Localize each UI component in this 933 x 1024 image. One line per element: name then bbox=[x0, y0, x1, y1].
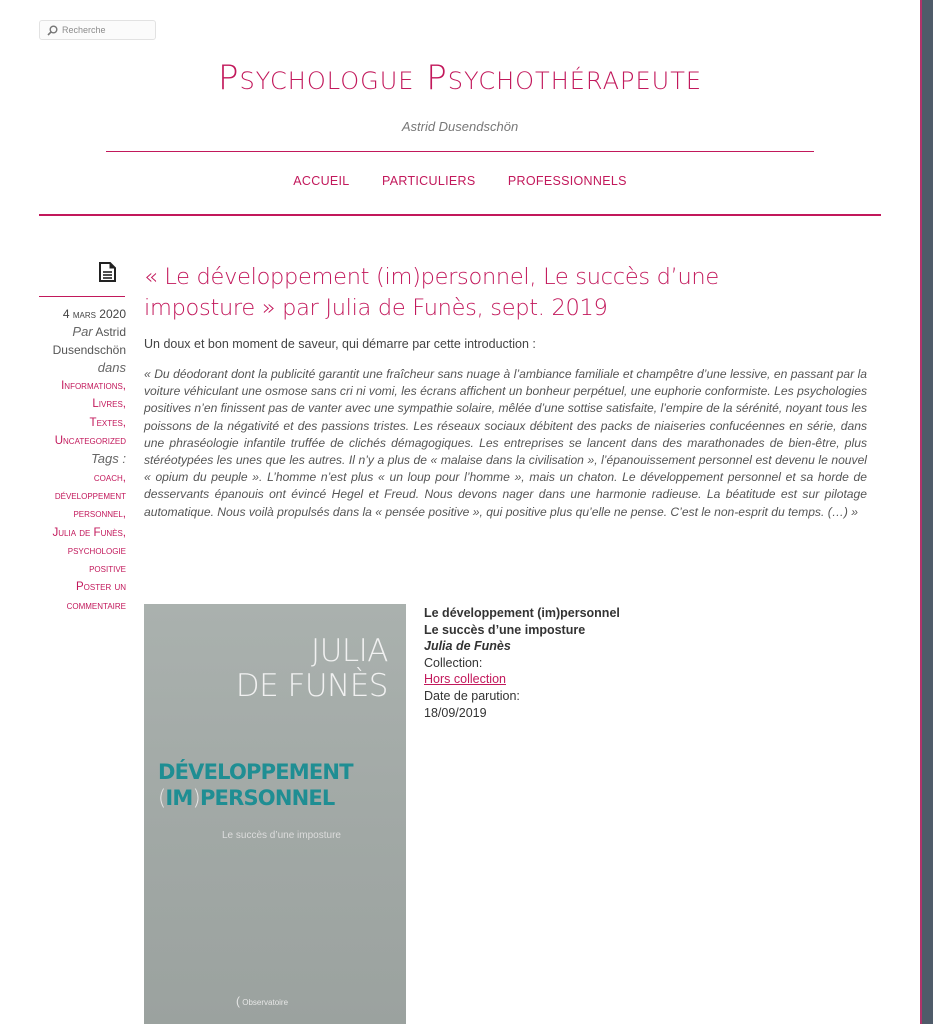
header-divider bbox=[106, 151, 814, 152]
book-title-line1: Le développement (im)personnel bbox=[424, 606, 620, 620]
release-date-label: Date de parution: bbox=[424, 688, 520, 703]
nav-item-accueil[interactable]: ACCUEIL bbox=[293, 174, 350, 188]
category-link[interactable]: Uncategorized bbox=[54, 435, 126, 448]
category-link[interactable]: Livres, bbox=[92, 398, 126, 411]
cover-title: DÉVELOPPEMENT (IM)PERSONNEL bbox=[158, 760, 353, 810]
tag-link[interactable]: psychologie positive bbox=[67, 544, 126, 576]
book-title-line2: Le succès d’une imposture bbox=[424, 622, 586, 637]
tag-link[interactable]: Julia de Funès, bbox=[52, 526, 126, 539]
category-link[interactable]: Informations, bbox=[61, 380, 126, 393]
search-icon bbox=[47, 25, 58, 36]
book-author: Julia de Funès bbox=[424, 639, 511, 654]
in-label: dans bbox=[97, 359, 126, 375]
nav-divider bbox=[39, 214, 881, 216]
comment-link[interactable]: Poster un commentaire bbox=[66, 581, 126, 612]
collection-link[interactable]: Hors collection bbox=[424, 672, 506, 687]
collection-label: Collection: bbox=[424, 655, 483, 670]
tag-link[interactable]: coach, bbox=[93, 471, 126, 484]
post-title[interactable]: « Le développement (im)personnel, Le succès d’une imposture » par Julia de Funès, sept. 2019 bbox=[144, 264, 719, 321]
meta-divider bbox=[39, 296, 125, 297]
by-label: Par bbox=[72, 324, 93, 340]
release-date-value: 18/09/2019 bbox=[424, 705, 487, 720]
post-meta bbox=[28, 306, 126, 615]
cover-publisher-logo: ( Observatoire bbox=[236, 994, 289, 1008]
book-info bbox=[424, 605, 620, 721]
post-quote: « Du déodorant dont la publicité garantit une fraîcheur sans nuage à l’ambiance familiale et champêtre d’une lessive, en passant par la voiture véhiculant une osmose sans cri ni vomi, les écrans affichent un bonheur perpétuel, une euphorie conformiste. Les psychologies positives n’en finissent pas de vanter avec une sympathie solaire, mêlée d’une sottise satisfaite, l’empire de la sérénité, noyant tous les poissons de la négativité et des passions tristes. Les réseaux sociaux débitent des packs de niaiseries confucéennes en série, dans une phraséologie infantile truffée de clichés démagogiques. Les entreprises se lancent dans des marathonades de bien-être, plus stéréotypées les unes que les autres. Il n’y a plus de « malaise dans la civilisation », l’épanouissement personnel est devenu le nouvel « opium du peuple ». L’homme n’est plus « un loup pour l’homme », mais un chaton. Le développement personnel et sa horde de desservants épanouis ont évincé Hegel et Freud. Nous devons nager dans une harmonie radieuse. La béatitude est sur pilotage automatique. Nous voilà propulsés dans la « pensée positive », qui positive plus qu’elle ne pense. C’est le non-esprit du temps. (…) » bbox=[144, 367, 867, 519]
nav-item-particuliers[interactable]: PARTICULIERS bbox=[382, 174, 476, 188]
book-cover-image[interactable] bbox=[144, 604, 406, 1024]
cover-author: JULIA DE FUNÈS bbox=[235, 633, 388, 704]
site-tagline: Astrid Dusendschön bbox=[401, 119, 519, 134]
site-title[interactable]: Psychologue Psychothérapeute bbox=[217, 58, 703, 98]
post-intro: Un doux et bon moment de saveur, qui démarre par cette introduction : bbox=[144, 337, 536, 351]
nav-item-professionnels[interactable]: PROFESSIONNELS bbox=[507, 174, 627, 188]
search-box[interactable] bbox=[39, 20, 156, 40]
search-input[interactable] bbox=[62, 23, 152, 37]
post-date[interactable]: 4 mars 2020 bbox=[62, 307, 126, 321]
category-link[interactable]: Textes, bbox=[89, 416, 126, 429]
tag-link[interactable]: développement personnel, bbox=[54, 489, 126, 521]
tags-label: Tags : bbox=[91, 451, 126, 467]
document-icon bbox=[98, 262, 118, 282]
right-sidebar-edge bbox=[920, 0, 933, 1024]
post-author[interactable]: Astrid Dusendschön bbox=[52, 325, 126, 357]
cover-subtitle: Le succès d’une imposture bbox=[222, 830, 341, 841]
main-nav bbox=[0, 172, 920, 190]
